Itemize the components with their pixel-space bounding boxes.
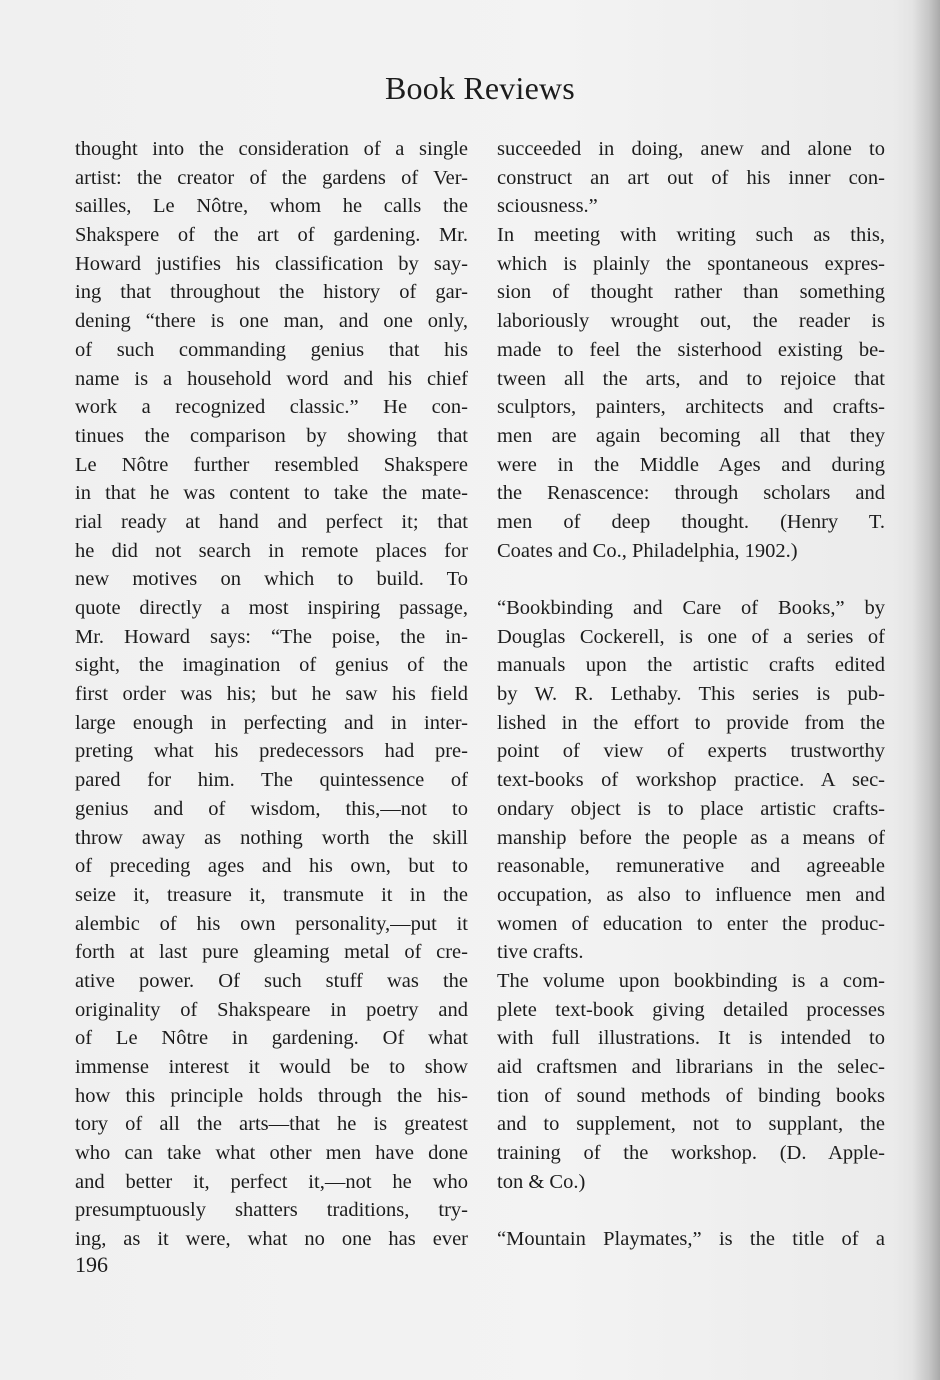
text-line: name is a household word and his chief: [75, 367, 468, 390]
text-line: ton & Co.): [497, 1170, 586, 1193]
text-line: which is plainly the spontaneous expres-: [497, 252, 885, 275]
text-line: thought into the consideration of a single: [75, 138, 468, 160]
page-number: 196: [75, 1252, 108, 1277]
text-line: work a recognized classic.” He con-: [75, 396, 468, 419]
text-line: manuals upon the artistic crafts edited: [497, 654, 885, 677]
text-line: how this principle holds through the his-: [75, 1084, 468, 1107]
text-line: presumptuously shatters traditions, try-: [75, 1199, 468, 1222]
left-column: [75, 135, 468, 1254]
text-line: occupation, as also to influence men and: [497, 883, 885, 906]
text-line: he did not search in remote places for: [75, 539, 468, 562]
text-line: succeeded in doing, anew and alone to: [497, 138, 885, 160]
text-line: lished in the effort to provide from the: [497, 711, 885, 734]
text-line: men are again becoming all that they: [497, 424, 885, 447]
text-line: sight, the imagination of genius of the: [75, 654, 468, 677]
text-line: tive crafts.: [497, 941, 584, 964]
text-line: preting what his predecessors had pre-: [75, 740, 468, 763]
text-line: ing that throughout the history of gar-: [75, 281, 468, 304]
text-line: construct an art out of his inner con-: [497, 166, 885, 189]
text-line: ative power. Of such stuff was the: [75, 969, 468, 992]
paragraph-gap: [497, 1196, 885, 1225]
text-line: with full illustrations. It is intended to: [497, 1027, 885, 1050]
text-line: and to supplement, not to supplant, the: [497, 1113, 885, 1136]
text-line: tion of sound methods of binding books: [497, 1084, 885, 1107]
text-line: manship before the people as a means of: [497, 826, 885, 849]
text-line: and better it, perfect it,—not he who: [75, 1170, 468, 1193]
text-line: first order was his; but he saw his field: [75, 683, 468, 706]
text-line: the Renascence: through scholars and: [497, 482, 885, 505]
text-line: text-books of workshop practice. A sec-: [497, 769, 885, 792]
text-line: new motives on which to build. To: [75, 568, 468, 591]
running-header: Book Reviews: [385, 70, 575, 106]
text-line: ondary object is to place artistic crafts-: [497, 797, 885, 820]
text-line: Douglas Cockerell, is one of a series of: [497, 625, 885, 648]
spine-shadow: [912, 0, 940, 1380]
text-line: quote directly a most inspiring passage,: [75, 597, 468, 619]
text-line: rial ready at hand and perfect it; that: [75, 510, 468, 533]
text-line: Mr. Howard says: “The poise, the in-: [75, 625, 468, 648]
text-line: ing, as it were, what no one has ever: [75, 1228, 468, 1251]
text-line: of preceding ages and his own, but to: [75, 855, 468, 878]
text-line: were in the Middle Ages and during: [497, 453, 885, 476]
text-line: point of view of experts trustworthy: [497, 740, 885, 763]
text-line: Shakspere of the art of gardening. Mr.: [75, 224, 468, 247]
text-line: tory of all the arts—that he is greatest: [75, 1113, 468, 1136]
text-line: “Bookbinding and Care of Books,” by: [497, 597, 885, 619]
text-line: immense interest it would be to show: [75, 1056, 468, 1078]
text-line: originality of Shakspeare in poetry and: [75, 998, 468, 1021]
text-line: Le Nôtre further resembled Shakspere: [75, 453, 468, 476]
text-line: sculptors, painters, architects and crafts-: [497, 396, 885, 419]
text-line: in that he was content to take the mate-: [75, 482, 468, 505]
text-line: reasonable, remunerative and agreeable: [497, 855, 885, 878]
text-line: women of education to enter the produc-: [497, 912, 885, 935]
text-line: sailles, Le Nôtre, whom he calls the: [75, 195, 468, 218]
text-line: who can take what other men have done: [75, 1142, 468, 1165]
text-line: men of deep thought. (Henry T.: [497, 510, 885, 533]
text-line: of Le Nôtre in gardening. Of what: [75, 1027, 468, 1050]
text-line: pared for him. The quintessence of: [75, 769, 468, 792]
text-line: aid craftsmen and librarians in the selec-: [497, 1056, 885, 1078]
text-line: dening “there is one man, and one only,: [75, 310, 468, 333]
text-line: artist: the creator of the gardens of Ver-: [75, 166, 468, 189]
text-line: In meeting with writing such as this,: [497, 224, 885, 247]
text-line: Howard justifies his classification by say-: [75, 252, 468, 275]
right-column: [497, 135, 885, 1254]
text-line: large enough in perfecting and in inter-: [75, 711, 468, 734]
text-line: seize it, treasure it, transmute it in the: [75, 883, 468, 906]
text-line: made to feel the sisterhood existing be-: [497, 338, 885, 361]
text-line: training of the workshop. (D. Apple-: [497, 1142, 885, 1165]
text-line: The volume upon bookbinding is a com-: [497, 969, 885, 992]
text-line: by W. R. Lethaby. This series is pub-: [497, 683, 885, 706]
paragraph-gap: [497, 565, 885, 594]
text-line: laboriously wrought out, the reader is: [497, 310, 885, 333]
text-line: tinues the comparison by showing that: [75, 424, 468, 447]
text-line: genius and of wisdom, this,—not to: [75, 797, 468, 820]
text-line: tween all the arts, and to rejoice that: [497, 367, 885, 390]
text-line: plete text-book giving detailed processes: [497, 998, 885, 1021]
text-line: of such commanding genius that his: [75, 338, 468, 361]
text-line: Coates and Co., Philadelphia, 1902.): [497, 539, 798, 562]
text-line: sciousness.”: [497, 195, 598, 218]
text-line: throw away as nothing worth the skill: [75, 826, 468, 849]
text-line: alembic of his own personality,—put it: [75, 912, 468, 935]
text-line: “Mountain Playmates,” is the title of a: [497, 1228, 885, 1251]
text-line: sion of thought rather than something: [497, 281, 885, 304]
text-line: forth at last pure gleaming metal of cre-: [75, 941, 468, 964]
